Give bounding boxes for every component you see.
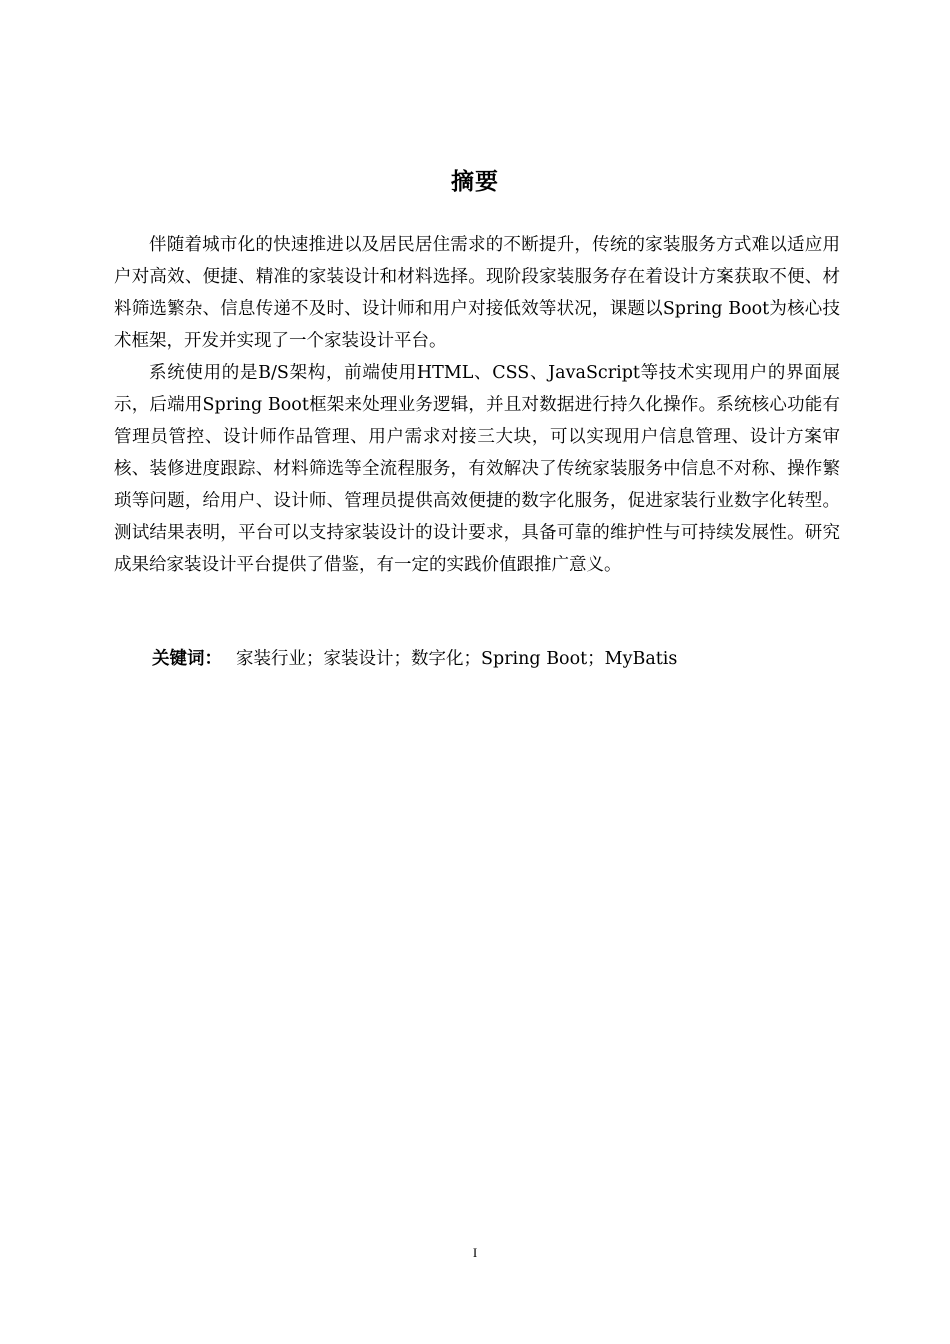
keywords-line <box>152 643 842 675</box>
abstract-paragraph-2: 系统使用的是B/S架构，前端使用HTML、CSS、JavaScript等技术实现用户的界面展示，后端用Spring Boot框架来处理业务逻辑，并且对数据进行持久化操作。系统核心功能有管理员管控、设计师作品管理、用户需求对接三大块，可以实现用户信息管理、设计方案审核、装修进度跟踪、材料筛选等全流程服务，有效解决了传统家装服务中信息不对称、操作繁琐等问题，给用户、设计师、管理员提供高效便捷的数字化服务，促进家装行业数字化转型。测试结果表明，平台可以支持家装设计的设计要求，具备可靠的维护性与可持续发展性。研究成果给家装设计平台提供了借鉴，有一定的实践价值跟推广意义。 <box>114 363 840 575</box>
keywords-label: 关键词： <box>152 649 222 669</box>
abstract-title: 摘要 <box>451 169 499 195</box>
keywords-text: 家装行业；家装设计；数字化；Spring Boot；MyBatis <box>236 649 678 669</box>
page-number: I <box>472 1245 478 1260</box>
abstract-body <box>114 229 840 581</box>
abstract-paragraph-1: 伴随着城市化的快速推进以及居民居住需求的不断提升，传统的家装服务方式难以适应用户对高效、便捷、精准的家装设计和材料选择。现阶段家装服务存在着设计方案获取不便、材料筛选繁杂、信息传递不及时、设计师和用户对接低效等状况，课题以Spring Boot为核心技术框架，开发并实现了一个家装设计平台。 <box>114 235 840 351</box>
